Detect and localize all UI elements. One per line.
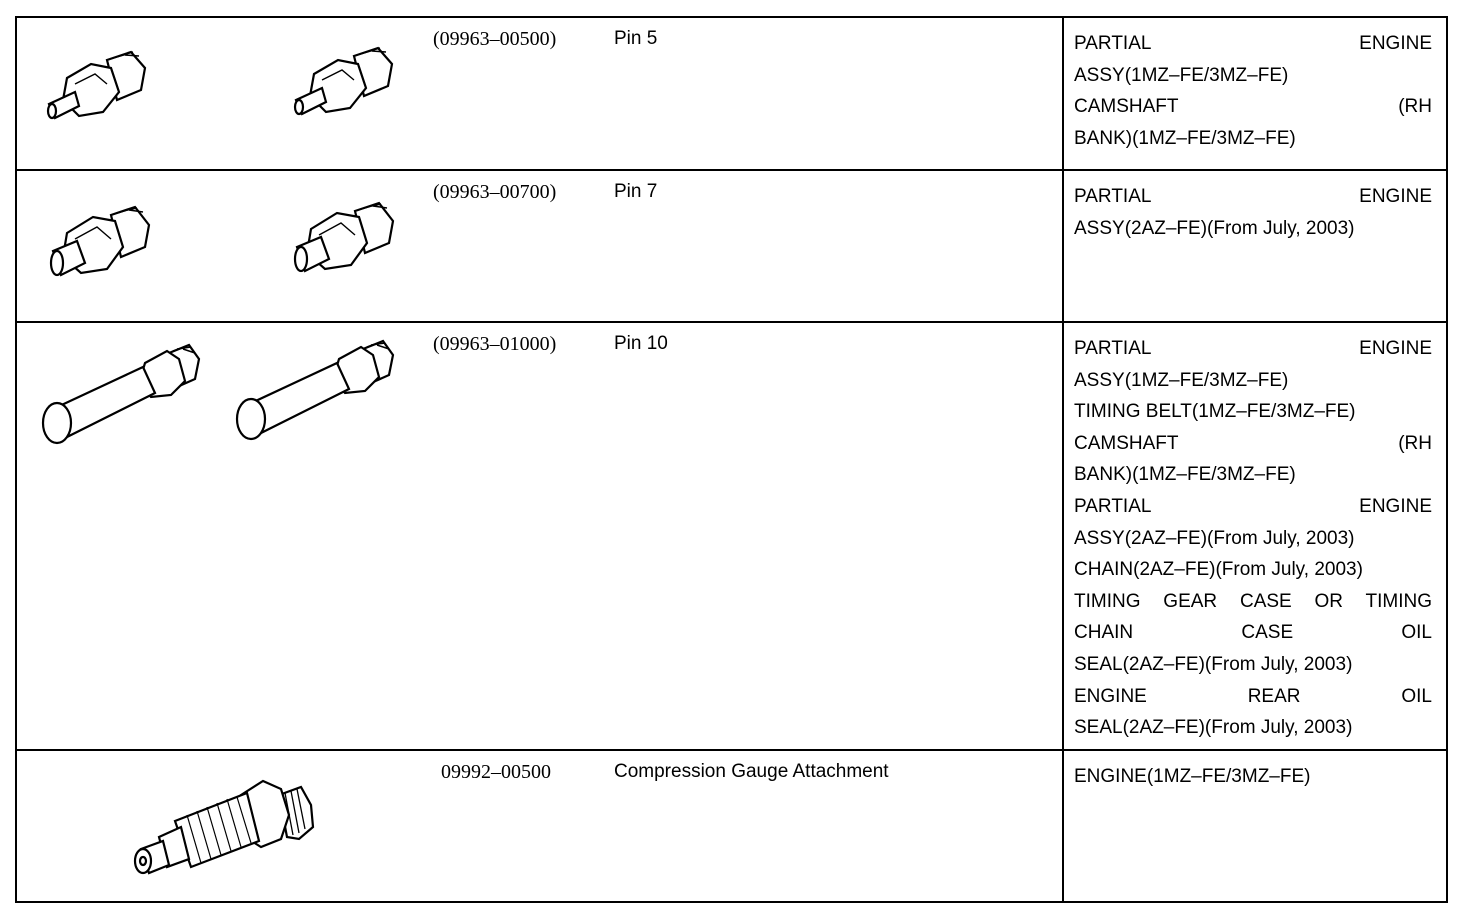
tool-cell [16, 750, 1063, 902]
application-line: BANK)(1MZ–FE/3MZ–FE) [1074, 464, 1296, 486]
application-line: PARTIAL ENGINE [1074, 495, 1432, 517]
table-row [16, 750, 1447, 902]
application-line: BANK)(1MZ–FE/3MZ–FE) [1074, 127, 1296, 149]
application-list [1074, 28, 1432, 154]
tool-name: Pin 10 [614, 333, 668, 354]
part-number: (09963–00700) [433, 181, 557, 203]
part-number: (09963–00500) [433, 28, 557, 50]
application-line: PARTIAL ENGINE [1074, 338, 1432, 359]
application-line: CAMSHAFT (RH [1074, 432, 1432, 454]
application-cell [1063, 170, 1447, 322]
table-row [16, 17, 1447, 170]
tool-cell [16, 170, 1063, 322]
application-line: ASSY(2AZ–FE)(From July, 2003) [1074, 527, 1355, 549]
application-list [1074, 761, 1432, 793]
short-pin-icon [292, 42, 402, 127]
application-cell [1063, 750, 1447, 902]
medium-pin-icon [291, 197, 406, 287]
application-line: CHAIN(2AZ–FE)(From July, 2003) [1074, 559, 1363, 581]
application-line: ASSY(1MZ–FE/3MZ–FE) [1074, 369, 1289, 391]
tool-illustration [17, 751, 417, 901]
application-list [1074, 333, 1432, 744]
application-line: CHAIN CASE OIL [1074, 622, 1432, 644]
short-pin-icon [45, 46, 155, 131]
application-line: PARTIAL ENGINE [1074, 186, 1432, 207]
application-line: SEAL(2AZ–FE)(From July, 2003) [1074, 653, 1353, 675]
application-line: ASSY(1MZ–FE/3MZ–FE) [1074, 64, 1289, 86]
tool-cell [16, 17, 1063, 170]
tool-illustration [17, 323, 417, 749]
application-cell [1063, 17, 1447, 170]
application-line: ENGINE REAR OIL [1074, 685, 1432, 707]
sst-table [15, 16, 1448, 903]
application-line: ENGINE(1MZ–FE/3MZ–FE) [1074, 766, 1311, 787]
part-number: 09992–00500 [441, 761, 551, 783]
long-pin-icon [39, 339, 219, 459]
table-row [16, 170, 1447, 322]
application-line: PARTIAL ENGINE [1074, 33, 1432, 54]
application-line: TIMING GEAR CASE OR TIMING [1074, 590, 1432, 612]
tool-illustration [17, 171, 417, 321]
application-cell [1063, 322, 1447, 750]
compression-gauge-attachment-icon [129, 771, 329, 881]
application-line: ASSY(2AZ–FE)(From July, 2003) [1074, 217, 1355, 239]
tool-illustration [17, 18, 417, 169]
tool-name: Pin 7 [614, 181, 658, 202]
application-line: CAMSHAFT (RH [1074, 96, 1432, 118]
tool-cell [16, 322, 1063, 750]
table-row [16, 322, 1447, 750]
part-number: (09963–01000) [433, 333, 557, 355]
tool-name: Pin 5 [614, 28, 658, 49]
tool-name: Compression Gauge Attachment [614, 761, 889, 782]
medium-pin-icon [47, 201, 162, 291]
application-line: SEAL(2AZ–FE)(From July, 2003) [1074, 717, 1353, 739]
application-list [1074, 181, 1432, 244]
long-pin-icon [233, 335, 413, 455]
application-line: TIMING BELT(1MZ–FE/3MZ–FE) [1074, 401, 1356, 423]
